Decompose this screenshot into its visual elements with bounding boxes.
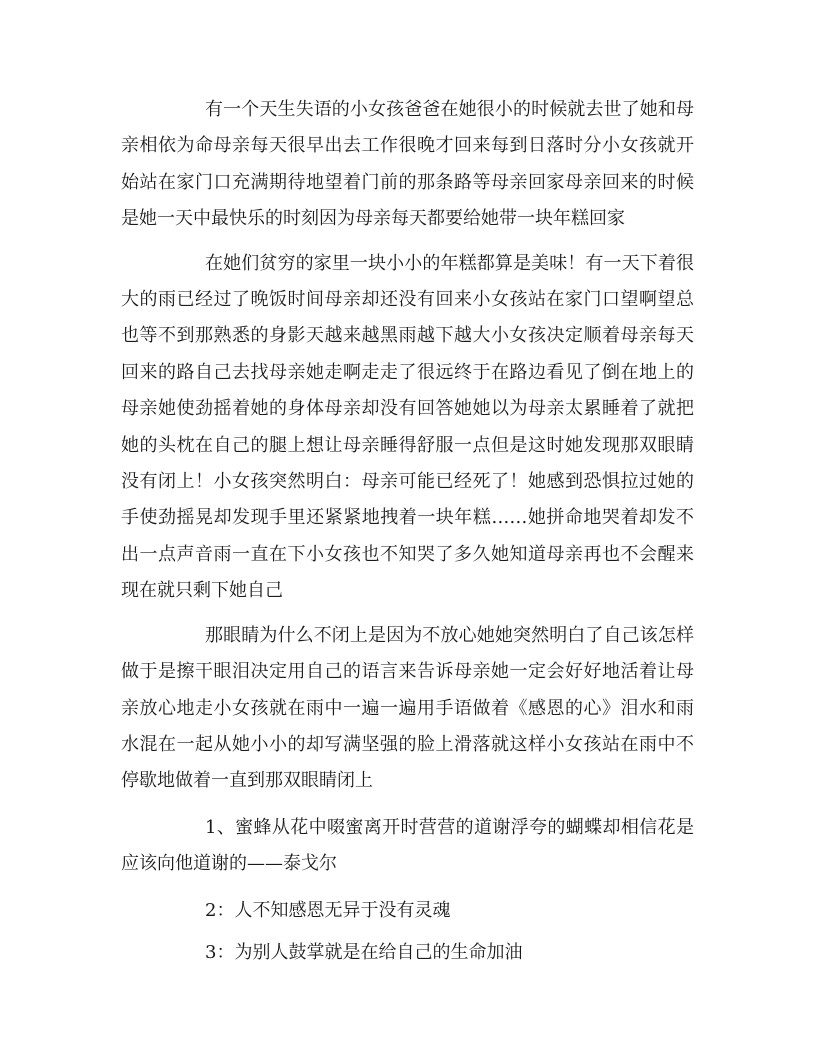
document-body	[121, 92, 694, 977]
quote-1: 1、蜜蜂从花中啜蜜离开时营营的道谢浮夸的蝴蝶却相信花是应该向他道谢的——泰戈尔	[121, 816, 694, 875]
paragraph-3: 那眼睛为什么不闭上是因为不放心她她突然明白了自己该怎样做于是擦干眼泪决定用自己的语言来告诉母亲她一定会好好地活着让母亲放心地走小女孩就在雨中一遍一遍用手语做着《感恩的心》泪水和雨水混在一起从她小小的却写满坚强的脸上滑落就这样小女孩站在雨中不停歇地做着一直到那双眼睛闭上	[121, 624, 694, 792]
quote-2: 2：人不知感恩无异于没有灵魂	[205, 899, 451, 921]
quote-3: 3：为别人鼓掌就是在给自己的生命加油	[205, 941, 523, 963]
paragraph-2: 在她们贫穷的家里一块小小的年糕都算是美味！有一天下着很大的雨已经过了晚饭时间母亲却还没有回来小女孩站在家门口望啊望总也等不到那熟悉的身影天越来越黑雨越下越大小女孩决定顺着母亲每天回来的路自己去找母亲她走啊走走了很远终于在路边看见了倒在地上的母亲她使劲摇着她的身体母亲却没有回答她她以为母亲太累睡着了就把她的头枕在自己的腿上想让母亲睡得舒服一点但是这时她发现那双眼睛没有闭上！小女孩突然明白：母亲可能已经死了！她感到恐惧拉过她的手使劲摇晃却发现手里还紧紧地拽着一块年糕……她拼命地哭着却发不出一点声音雨一直在下小女孩也不知哭了多久她知道母亲再也不会醒来现在就只剩下她自己	[121, 252, 694, 602]
paragraph-1: 有一个天生失语的小女孩爸爸在她很小的时候就去世了她和母亲相依为命母亲每天很早出去工作很晚才回来每到日落时分小女孩就开始站在家门口充满期待地望着门前的那条路等母亲回家母亲回来的时候是她一天中最快乐的时刻因为母亲每天都要给她带一块年糕回家	[121, 99, 694, 230]
